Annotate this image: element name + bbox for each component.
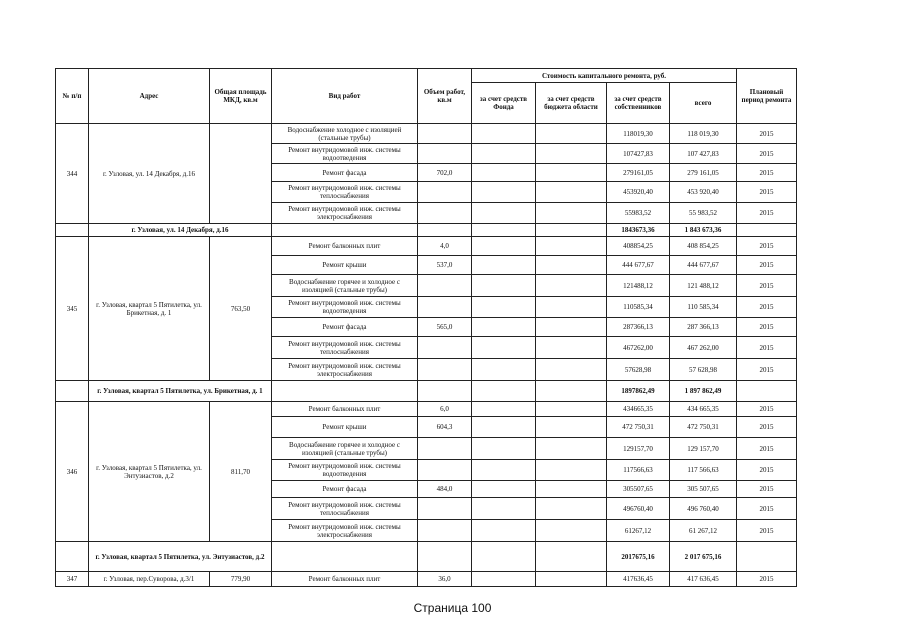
cost-fund <box>472 203 536 224</box>
cost-region <box>536 402 607 417</box>
cost-region <box>536 498 607 520</box>
cost-fund <box>472 144 536 164</box>
work-type: Ремонт внутридомовой инж. системы теплоснабжения <box>272 498 418 520</box>
cost-total: 107 427,83 <box>670 144 737 164</box>
cost-fund <box>472 297 536 318</box>
repair-period: 2015 <box>737 164 797 182</box>
subtotal-owners: 1897862,49 <box>607 381 670 402</box>
cost-total: 434 665,35 <box>670 402 737 417</box>
work-volume: 6,0 <box>418 402 472 417</box>
header-num: № п/п <box>56 69 89 124</box>
header-region: за счет средств бюджета области <box>536 83 607 124</box>
page-number: Страница 100 <box>413 601 492 615</box>
cost-total: 444 677,67 <box>670 256 737 275</box>
work-volume <box>418 337 472 359</box>
cost-total: 417 636,45 <box>670 572 737 587</box>
work-volume: 537,0 <box>418 256 472 275</box>
cost-owners: 107427,83 <box>607 144 670 164</box>
work-type: Ремонт внутридомовой инж. системы электроснабжения <box>272 359 418 381</box>
work-volume <box>418 182 472 203</box>
subtotal-owners: 2017675,16 <box>607 542 670 572</box>
work-volume <box>418 275 472 297</box>
cost-total: 129 157,70 <box>670 438 737 460</box>
repair-period: 2015 <box>737 402 797 417</box>
cost-fund <box>472 124 536 144</box>
repair-period: 2015 <box>737 182 797 203</box>
cost-region <box>536 297 607 318</box>
cost-owners: 279161,05 <box>607 164 670 182</box>
cost-owners: 110585,34 <box>607 297 670 318</box>
cost-region <box>536 417 607 438</box>
cost-owners: 117566,63 <box>607 460 670 481</box>
cost-owners: 129157,70 <box>607 438 670 460</box>
row-area <box>210 124 272 224</box>
cost-fund <box>472 438 536 460</box>
cost-region <box>536 237 607 256</box>
row-number: 346 <box>56 402 89 542</box>
work-type: Ремонт внутридомовой инж. системы электроснабжения <box>272 520 418 542</box>
cost-total: 118 019,30 <box>670 124 737 144</box>
row-address: г. Узловая, пер.Суворова, д.3/1 <box>89 572 210 587</box>
subtotal-row <box>56 224 797 237</box>
table-row <box>56 402 797 417</box>
repair-period: 2015 <box>737 297 797 318</box>
work-volume: 565,0 <box>418 318 472 337</box>
work-volume <box>418 460 472 481</box>
work-type: Ремонт крыши <box>272 417 418 438</box>
work-type: Ремонт внутридомовой инж. системы водоотведения <box>272 460 418 481</box>
work-type: Водоснабжение горячее и холодное с изоляцией (стальные трубы) <box>272 438 418 460</box>
row-address: г. Узловая, квартал 5 Пятилетка, ул. Брикетная, д. 1 <box>89 237 210 381</box>
cost-fund <box>472 498 536 520</box>
repair-period: 2015 <box>737 498 797 520</box>
table-row <box>56 124 797 144</box>
work-type: Ремонт внутридомовой инж. системы теплоснабжения <box>272 337 418 359</box>
cost-region <box>536 460 607 481</box>
cost-total: 287 366,13 <box>670 318 737 337</box>
work-volume <box>418 498 472 520</box>
repair-period: 2015 <box>737 203 797 224</box>
cost-total: 279 161,05 <box>670 164 737 182</box>
cost-region <box>536 572 607 587</box>
cost-total: 57 628,98 <box>670 359 737 381</box>
cost-region <box>536 124 607 144</box>
repair-period: 2015 <box>737 438 797 460</box>
cost-region <box>536 359 607 381</box>
cost-fund <box>472 481 536 498</box>
repair-period: 2015 <box>737 359 797 381</box>
cost-fund <box>472 182 536 203</box>
cost-fund <box>472 318 536 337</box>
cost-total: 117 566,63 <box>670 460 737 481</box>
cost-owners: 453920,40 <box>607 182 670 203</box>
cost-region <box>536 256 607 275</box>
cost-fund <box>472 572 536 587</box>
cost-region <box>536 337 607 359</box>
work-type: Ремонт балконных плит <box>272 237 418 256</box>
subtotal-owners: 1843673,36 <box>607 224 670 237</box>
header-cost-group: Стоимость капитального ремонта, руб. <box>472 69 737 83</box>
repair-period: 2015 <box>737 124 797 144</box>
subtotal-total: 2 017 675,16 <box>670 542 737 572</box>
work-volume <box>418 520 472 542</box>
header-total: всего <box>670 83 737 124</box>
work-volume <box>418 438 472 460</box>
cost-fund <box>472 417 536 438</box>
table-row <box>56 572 797 587</box>
repair-period: 2015 <box>737 237 797 256</box>
work-type: Ремонт балконных плит <box>272 572 418 587</box>
work-type: Ремонт внутридомовой инж. системы водоотведения <box>272 297 418 318</box>
repair-period: 2015 <box>737 256 797 275</box>
work-volume: 484,0 <box>418 481 472 498</box>
header-address: Адрес <box>89 69 210 124</box>
cost-owners: 61267,12 <box>607 520 670 542</box>
repair-period: 2015 <box>737 275 797 297</box>
cost-total: 467 262,00 <box>670 337 737 359</box>
cost-region <box>536 144 607 164</box>
cost-owners: 408854,25 <box>607 237 670 256</box>
cost-fund <box>472 402 536 417</box>
cost-owners: 121488,12 <box>607 275 670 297</box>
cost-fund <box>472 337 536 359</box>
work-type: Ремонт внутридомовой инж. системы электроснабжения <box>272 203 418 224</box>
work-type: Водоснабжение горячее и холодное с изоляцией (стальные трубы) <box>272 275 418 297</box>
work-type: Ремонт внутридомовой инж. системы теплоснабжения <box>272 182 418 203</box>
row-area: 779,90 <box>210 572 272 587</box>
repair-period: 2015 <box>737 520 797 542</box>
work-volume: 36,0 <box>418 572 472 587</box>
work-type: Ремонт фасада <box>272 481 418 498</box>
cost-owners: 118019,30 <box>607 124 670 144</box>
row-address: г. Узловая, ул. 14 Декабря, д.16 <box>89 124 210 224</box>
work-type: Ремонт крыши <box>272 256 418 275</box>
row-number: 344 <box>56 124 89 224</box>
header-owners: за счет средств собственников <box>607 83 670 124</box>
work-volume <box>418 297 472 318</box>
cost-total: 496 760,40 <box>670 498 737 520</box>
cost-owners: 472 750,31 <box>607 417 670 438</box>
cost-region <box>536 438 607 460</box>
cost-total: 472 750,31 <box>670 417 737 438</box>
cost-region <box>536 203 607 224</box>
cost-total: 110 585,34 <box>670 297 737 318</box>
work-type: Ремонт внутридомовой инж. системы водоотведения <box>272 144 418 164</box>
repair-period: 2015 <box>737 318 797 337</box>
cost-region <box>536 182 607 203</box>
header-work-type: Вид работ <box>272 69 418 124</box>
work-volume <box>418 144 472 164</box>
cost-region <box>536 318 607 337</box>
header-area: Общая площадь МКД, кв.м <box>210 69 272 124</box>
cost-owners: 57628,98 <box>607 359 670 381</box>
row-area: 811,70 <box>210 402 272 542</box>
cost-fund <box>472 237 536 256</box>
cost-owners: 434665,35 <box>607 402 670 417</box>
repair-period: 2015 <box>737 337 797 359</box>
cost-fund <box>472 520 536 542</box>
cost-fund <box>472 460 536 481</box>
cost-owners: 287366,13 <box>607 318 670 337</box>
header-volume: Объем работ, кв.м <box>418 69 472 124</box>
work-volume: 4,0 <box>418 237 472 256</box>
row-address: г. Узловая, квартал 5 Пятилетка, ул. Энтузиастов, д.2 <box>89 402 210 542</box>
cost-region <box>536 275 607 297</box>
repair-period: 2015 <box>737 572 797 587</box>
repair-period: 2015 <box>737 481 797 498</box>
cost-region <box>536 481 607 498</box>
work-type: Ремонт фасада <box>272 318 418 337</box>
repair-period: 2015 <box>737 144 797 164</box>
subtotal-row <box>56 381 797 402</box>
cost-owners: 417636,45 <box>607 572 670 587</box>
work-volume <box>418 203 472 224</box>
repair-period: 2015 <box>737 460 797 481</box>
table-row <box>56 237 797 256</box>
cost-total: 61 267,12 <box>670 520 737 542</box>
work-type: Ремонт балконных плит <box>272 402 418 417</box>
cost-total: 453 920,40 <box>670 182 737 203</box>
work-volume: 702,0 <box>418 164 472 182</box>
subtotal-address: г. Узловая, ул. 14 Декабря, д.16 <box>89 224 272 237</box>
cost-fund <box>472 359 536 381</box>
work-volume <box>418 124 472 144</box>
repair-period: 2015 <box>737 417 797 438</box>
cost-fund <box>472 275 536 297</box>
work-volume: 604,3 <box>418 417 472 438</box>
cost-region <box>536 164 607 182</box>
cost-owners: 496760,40 <box>607 498 670 520</box>
capital-repair-table <box>55 68 797 587</box>
work-type: Ремонт фасада <box>272 164 418 182</box>
row-area: 763,50 <box>210 237 272 381</box>
cost-owners: 55983,52 <box>607 203 670 224</box>
cost-total: 55 983,52 <box>670 203 737 224</box>
cost-total: 408 854,25 <box>670 237 737 256</box>
work-volume <box>418 359 472 381</box>
cost-fund <box>472 164 536 182</box>
cost-owners: 467262,00 <box>607 337 670 359</box>
cost-fund <box>472 256 536 275</box>
subtotal-row <box>56 542 797 572</box>
work-type: Водоснабжение холодное с изоляцией (стальные трубы) <box>272 124 418 144</box>
subtotal-total: 1 897 862,49 <box>670 381 737 402</box>
subtotal-total: 1 843 673,36 <box>670 224 737 237</box>
header-period: Плановый период ремонта <box>737 69 797 124</box>
subtotal-address: г. Узловая, квартал 5 Пятилетка, ул. Брикетная, д. 1 <box>89 381 272 402</box>
cost-total: 121 488,12 <box>670 275 737 297</box>
row-number: 345 <box>56 237 89 381</box>
cost-owners: 305507,65 <box>607 481 670 498</box>
subtotal-address: г. Узловая, квартал 5 Пятилетка, ул. Энтузиастов, д.2 <box>89 542 272 572</box>
cost-owners: 444 677,67 <box>607 256 670 275</box>
row-number: 347 <box>56 572 89 587</box>
cost-region <box>536 520 607 542</box>
cost-total: 305 507,65 <box>670 481 737 498</box>
header-fund: за счет средств Фонда <box>472 83 536 124</box>
